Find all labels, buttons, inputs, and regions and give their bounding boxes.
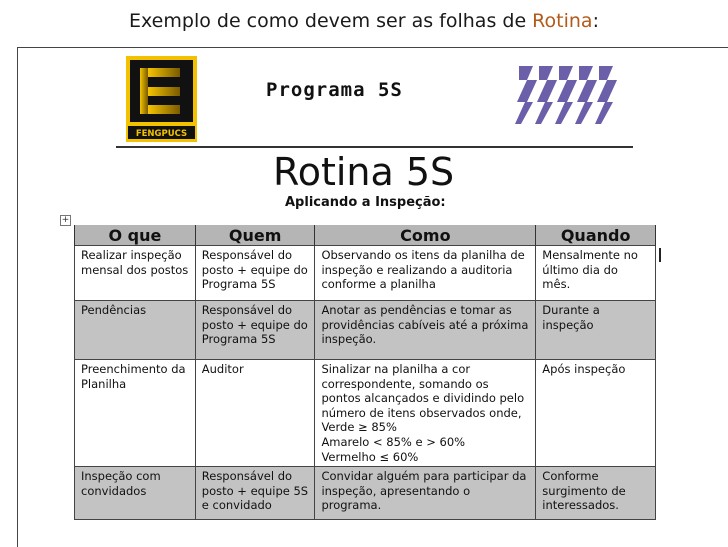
table-cell: Responsável do posto + equipe do Programa 5S — [195, 301, 315, 360]
table-cell: Preenchimento da Planilha — [75, 360, 196, 467]
text-cursor-mark — [659, 248, 661, 262]
table-cell: Conforme surgimento de interessados. — [536, 467, 656, 520]
criteria-yellow: Amarelo < 85% e > 60% — [321, 434, 466, 449]
column-header-quem: Quem — [195, 225, 315, 246]
criteria-green: Verde ≥ 85% — [321, 420, 397, 435]
table-cell: Auditor — [195, 360, 315, 467]
document-subtitle: Aplicando a Inspeção: — [285, 195, 446, 210]
column-header-quando: Quando — [536, 225, 656, 246]
column-header-o-que: O que — [75, 225, 196, 246]
criteria-red: Vermelho ≤ 60% — [321, 449, 419, 464]
table-cell: Responsável do posto + equipe 5S e convidado — [195, 467, 315, 520]
table-cell: Responsável do posto + equipe do Programa 5S — [195, 246, 315, 301]
5s-stripes-logo — [515, 64, 619, 124]
table-cell: Convidar alguém para participar da inspeção, apresentando o programa. — [315, 467, 536, 520]
move-handle-icon[interactable]: + — [61, 215, 70, 225]
table-header-row — [75, 225, 656, 246]
table-cell: Observando os itens da planilha de inspeção e realizando a auditoria conforme a planilha — [315, 246, 536, 301]
table-cell: Anotar as pendências e tomar as providências cabíveis até a próxima inspeção. — [315, 301, 536, 360]
logo-text: FENGPUCS — [135, 129, 188, 139]
document-title: Rotina 5S — [273, 150, 455, 194]
table-cell: Realizar inspeção mensal dos postos — [75, 246, 196, 301]
header-divider — [116, 146, 633, 148]
slide-title-suffix: : — [592, 10, 599, 32]
table-row — [75, 467, 656, 520]
table-cell: Durante a inspeção — [536, 301, 656, 360]
document-page — [17, 47, 728, 547]
table-row — [75, 246, 656, 301]
column-header-como: Como — [315, 225, 536, 246]
table-cell: Inspeção com convidados — [75, 467, 196, 520]
table-cell: Mensalmente no último dia do mês. — [536, 246, 656, 301]
table-row — [75, 360, 656, 467]
table-cell: Após inspeção — [536, 360, 656, 467]
rotina-table — [74, 225, 656, 520]
program-title: Programa 5S — [266, 79, 403, 101]
slide-title-accent: Rotina — [532, 10, 593, 32]
slide-title — [0, 10, 728, 32]
table-cell-como-criteria — [315, 360, 536, 467]
fengpucs-logo — [126, 56, 197, 142]
table-cell: Pendências — [75, 301, 196, 360]
criteria-intro: Sinalizar na planilha a cor correspondente, somando os pontos alcançados e dividindo pelo número de itens observados onde, — [321, 362, 525, 420]
table-row — [75, 301, 656, 360]
slide-title-text: Exemplo de como devem ser as folhas de — [129, 10, 533, 32]
